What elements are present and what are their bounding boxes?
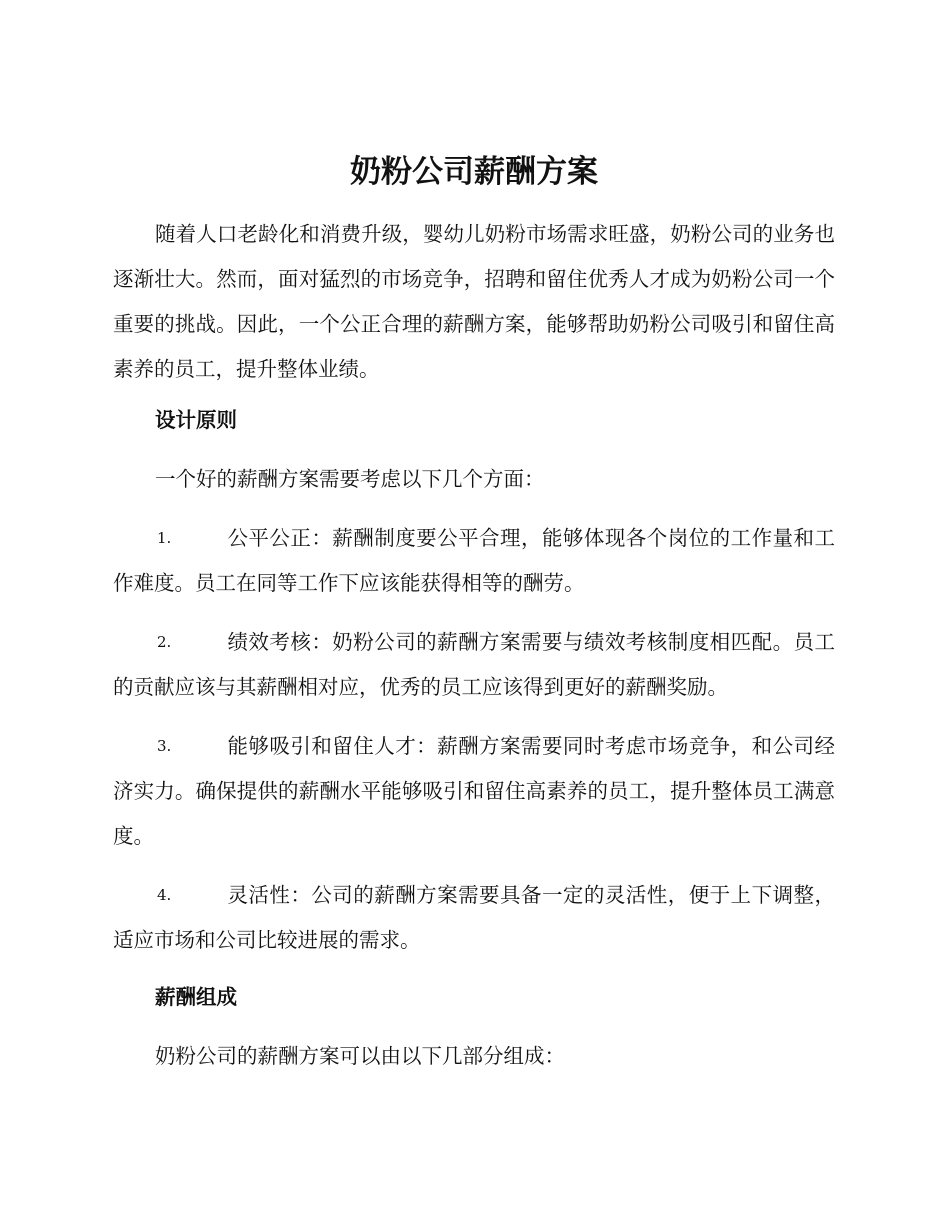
list-item — [113, 724, 835, 859]
list-item-text: 能够吸引和留住人才：薪酬方案需要同时考虑市场竞争，和公司经济实力。确保提供的薪酬水平能够吸引和留住高素养的员工，提升整体员工满意度。 — [113, 734, 835, 848]
section-lead-pay-components: 奶粉公司的薪酬方案可以由以下几部分组成： — [155, 1044, 565, 1068]
list-item-number: 2. — [157, 633, 172, 651]
list-item-number: 1. — [157, 529, 172, 547]
section-heading-pay-components: 薪酬组成 — [155, 985, 237, 1009]
list-item-text: 公平公正：薪酬制度要公平合理，能够体现各个岗位的工作量和工作难度。员工在同等工作下应该能获得相等的酬劳。 — [113, 526, 835, 595]
document-title: 奶粉公司薪酬方案 — [350, 154, 598, 190]
section-lead-design-principles: 一个好的薪酬方案需要考虑以下几个方面： — [155, 467, 545, 491]
list-item-text: 绩效考核：奶粉公司的薪酬方案需要与绩效考核制度相匹配。员工的贡献应该与其薪酬相对应，优秀的员工应该得到更好的薪酬奖励。 — [113, 630, 835, 699]
list-item — [113, 873, 835, 963]
section-heading-design-principles: 设计原则 — [155, 408, 237, 432]
list-item — [113, 620, 835, 710]
list-item-number: 4. — [157, 886, 172, 904]
intro-paragraph: 随着人口老龄化和消费升级，婴幼儿奶粉市场需求旺盛，奶粉公司的业务也逐渐壮大。然而，面对猛烈的市场竞争，招聘和留住优秀人才成为奶粉公司一个重要的挑战。因此，一个公正合理的薪酬方案，能够帮助奶粉公司吸引和留住高素养的员工，提升整体业绩。 — [113, 222, 835, 381]
list-item-text: 灵活性：公司的薪酬方案需要具备一定的灵活性，便于上下调整，适应市场和公司比较进展的需求。 — [113, 883, 835, 952]
list-item-number: 3. — [157, 737, 172, 755]
list-item — [113, 516, 835, 606]
document-page — [113, 150, 835, 1079]
